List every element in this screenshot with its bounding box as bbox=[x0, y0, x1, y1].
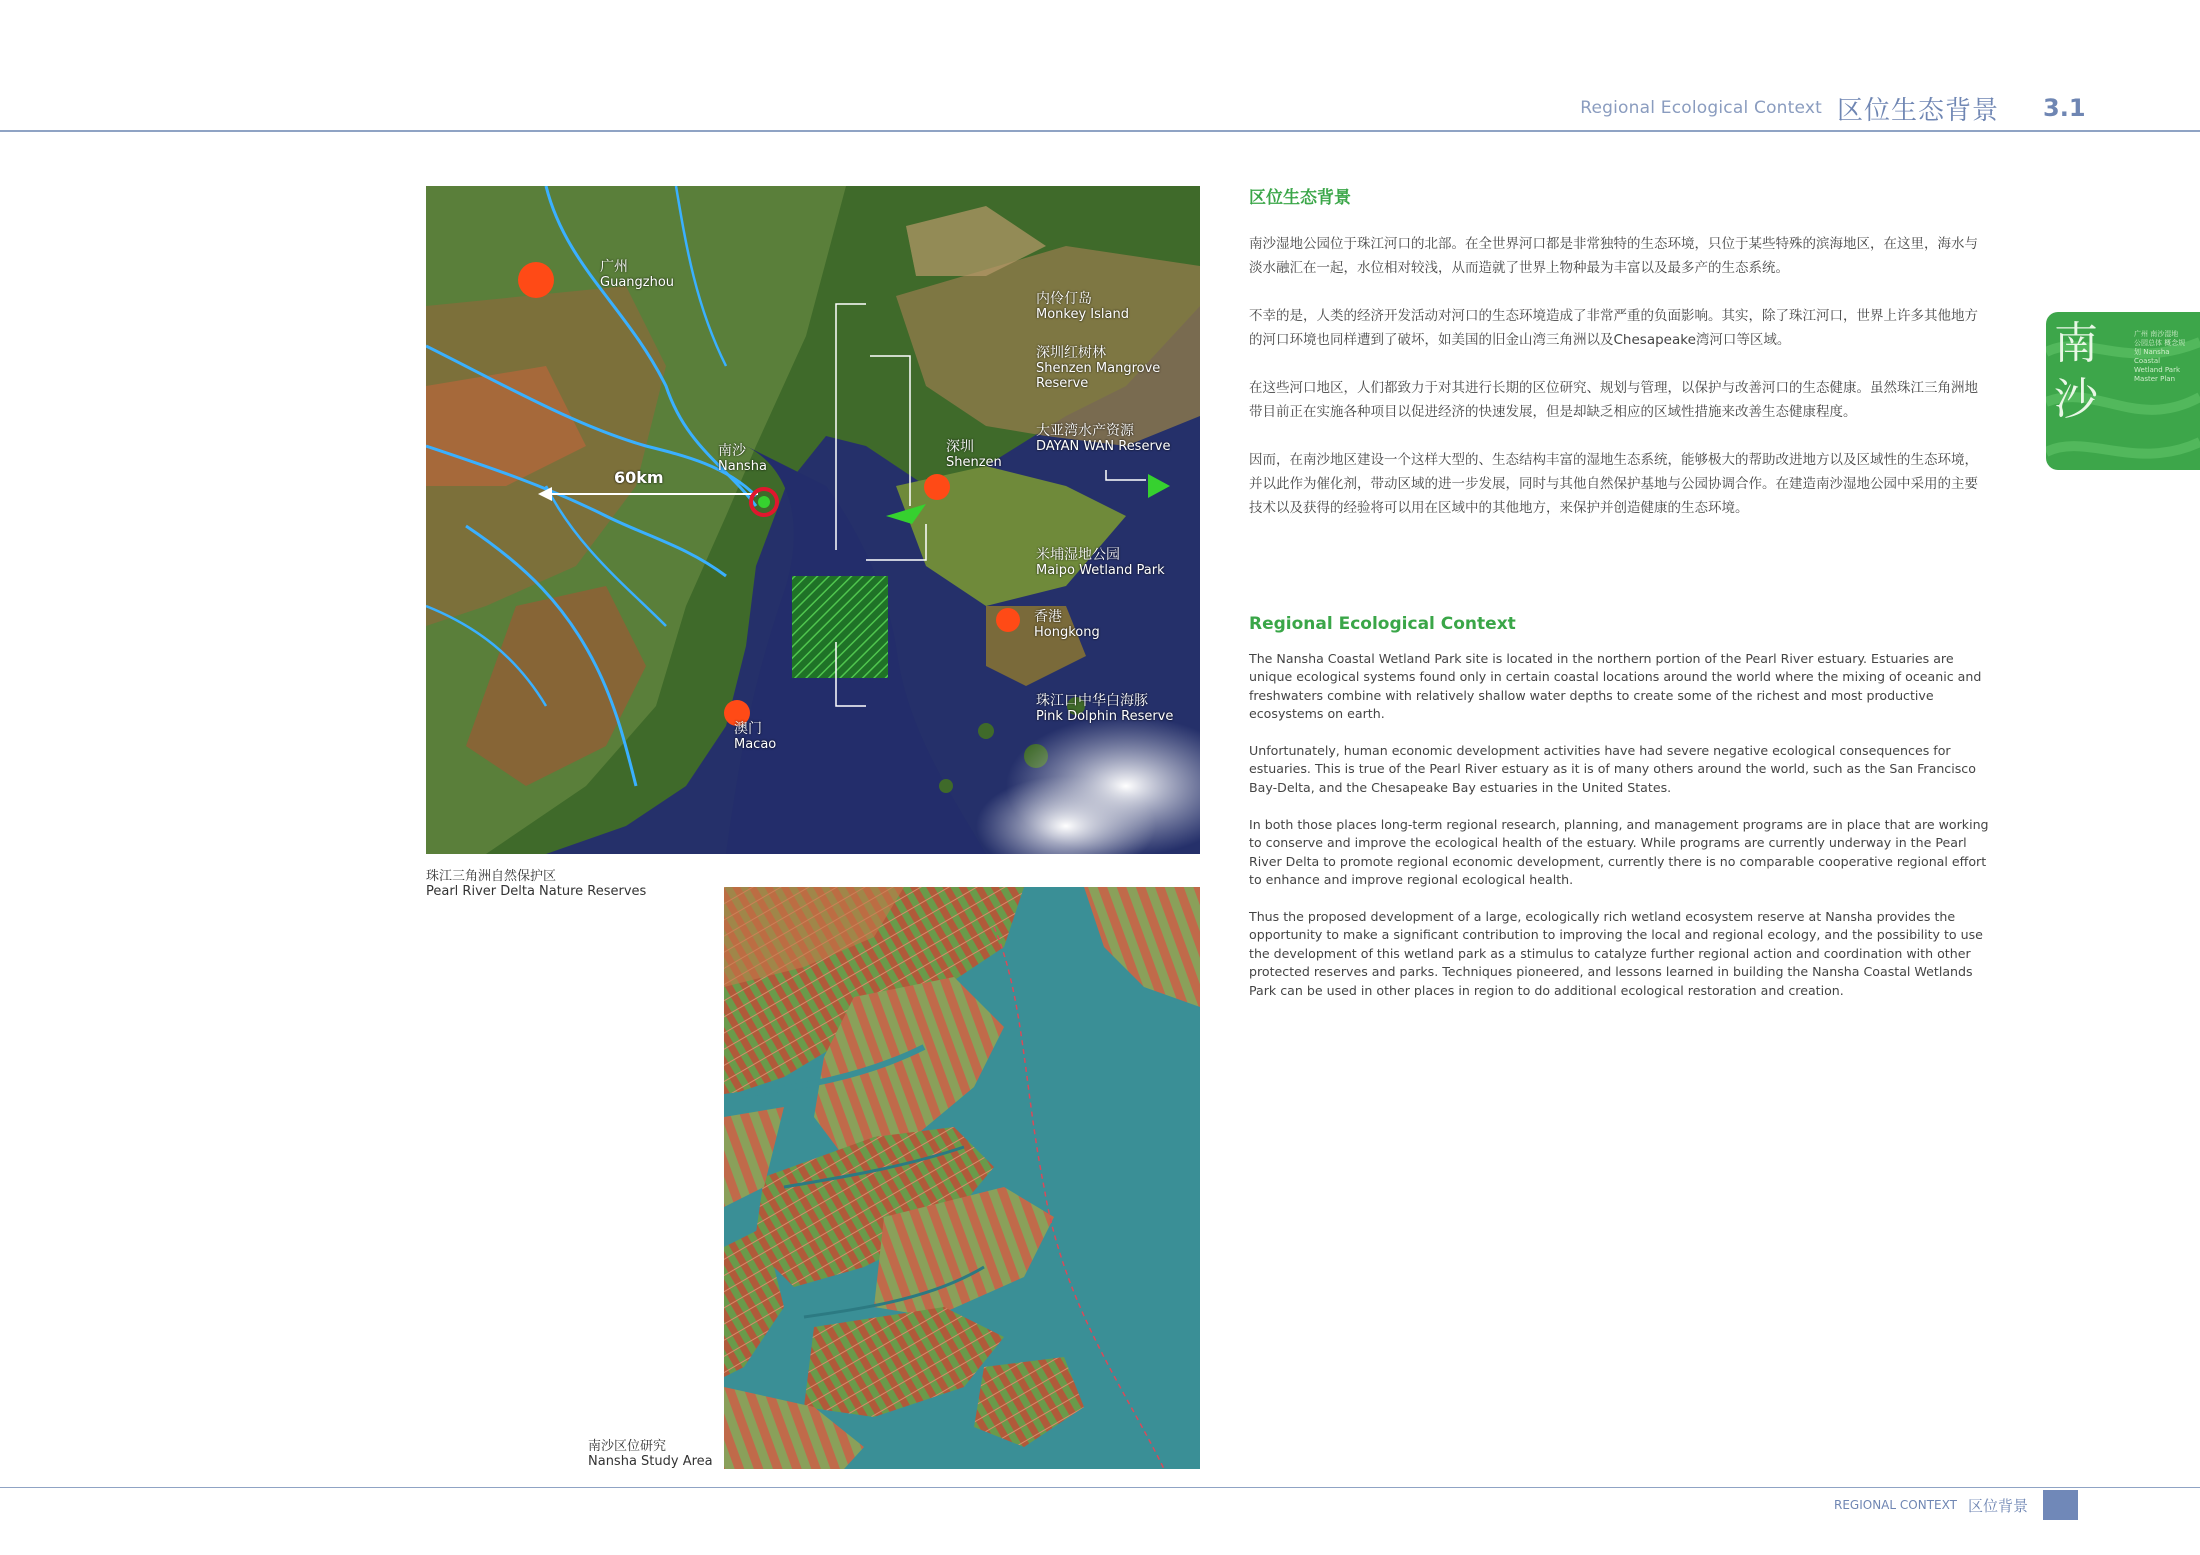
label-pink-dolphin: 珠江口中华白海豚 Pink Dolphin Reserve bbox=[1036, 693, 1174, 724]
map2-caption: 南沙区位研究 Nansha Study Area bbox=[588, 1439, 713, 1469]
side-section-tab[interactable] bbox=[2046, 312, 2200, 470]
footer-label-en: REGIONAL CONTEXT bbox=[1834, 1498, 1957, 1512]
paragraph-cn-3: 在这些河口地区，人们都致力于对其进行长期的区位研究、规划与管理，以保护与改善河口的生态健康。虽然珠江三角洲地带目前正在实施各种项目以促进经济的快速发展，但是却缺乏相应的区域性措施来改善生态健康程度。 bbox=[1249, 380, 1978, 420]
paragraph-en-4: Thus the proposed development of a large, ecologically rich wetland ecosystem reserve at Nansha provides the opportunity to make a significant contribution to improving the local and regional ecology, and the possibility to use the development of this wetland park as a stimulus to catalyze further regional action and coordination with other protected reserves and parks. Techniques pioneered, and lessons learned in building the Nansha Coastal Wetlands Park can be used in other places in region to do additional ecological restoration and creation. bbox=[1249, 909, 1983, 998]
paragraph-cn-2: 不幸的是，人类的经济开发活动对河口的生态环境造成了非常严重的负面影响。其实，除了珠江河口，世界上许多其他地方的河口环境也同样遭到了破坏，如美国的旧金山湾三角洲以及Chesapeake湾河口等区域。 bbox=[1249, 308, 1978, 348]
label-guangzhou: 广州 Guangzhou bbox=[600, 259, 675, 290]
study-area-satellite bbox=[724, 887, 1200, 1469]
nansha-study-area-map bbox=[724, 887, 1200, 1469]
label-macao: 澳门 Macao bbox=[734, 721, 777, 752]
section-title-en: Regional Ecological Context bbox=[1249, 614, 1516, 634]
header-title-cn: 区位生态背景 bbox=[1837, 96, 2000, 126]
page-number: 3.1 bbox=[2043, 94, 2086, 122]
shenzhen-marker bbox=[924, 474, 950, 500]
label-monkey-island: 内伶仃岛 Monkey Island bbox=[1036, 291, 1129, 322]
map1-caption: 珠江三角洲自然保护区 Pearl River Delta Nature Reserves bbox=[426, 869, 647, 899]
side-tab-subtitle: 广州 南沙湿地 公园总体 概念规划 Nansha Coastal Wetland Park Master Plan bbox=[2134, 330, 2186, 383]
distance-label: 60km bbox=[614, 468, 664, 487]
side-tab-title: 南沙 bbox=[2054, 318, 2098, 425]
label-maipo: 米埔湿地公园 Maipo Wetland Park bbox=[1036, 547, 1165, 578]
hongkong-marker bbox=[996, 608, 1020, 632]
label-shenzhen: 深圳 Shenzen bbox=[946, 439, 1002, 470]
paragraph-cn-1: 南沙湿地公园位于珠江河口的北部。在全世界河口都是非常独特的生态环境，只位于某些特殊的滨海地区，在这里，海水与淡水融汇在一起，水位相对较浅，从而造就了世界上物种最为丰富以及最多产的生态系统。 bbox=[1249, 236, 1978, 276]
label-nansha: 南沙 Nansha bbox=[718, 443, 767, 474]
guangzhou-marker bbox=[518, 262, 554, 298]
paragraph-en-1: The Nansha Coastal Wetland Park site is located in the northern portion of the Pearl River estuary. Estuaries are unique ecological systems found only in certain coastal locations around the world where the mixing of oceanic and freshwaters combine with relatively shallow water depths to create some of the richest and most productive ecosystems on earth. bbox=[1249, 651, 1982, 722]
pearl-river-delta-map bbox=[426, 186, 1200, 854]
footer-divider bbox=[0, 1487, 2200, 1488]
header-title-en: Regional Ecological Context bbox=[1580, 98, 1822, 118]
paragraph-en-3: In both those places long-term regional research, planning, and management programs are in place that are working to conserve and improve the ecological health of the estuary. While programs are currently underway in the Pearl River Delta to promote regional economic development, currently there is no comparable cooperative regional effort to enhance and improve regional ecological health. bbox=[1249, 817, 1989, 888]
footer-label-cn: 区位背景 bbox=[1968, 1497, 2029, 1515]
label-dayan-wan: 大亚湾水产资源 DAYAN WAN Reserve bbox=[1036, 423, 1171, 454]
footer-page-marker bbox=[2043, 1490, 2078, 1520]
label-hongkong: 香港 Hongkong bbox=[1034, 609, 1100, 640]
paragraph-cn-4: 因而，在南沙地区建设一个这样大型的、生态结构丰富的湿地生态系统，能够极大的帮助改进地方以及区域性的生态环境，并以此作为催化剂，带动区域的进一步发展，同时与其他自然保护基地与公园协调合作。在建造南沙湿地公园中采用的主要技术以及获得的经验将可以用在区域中的其他地方，来保护并创造健康的生态环境。 bbox=[1249, 452, 1978, 516]
paragraph-en-2: Unfortunately, human economic development activities have had severe negative ecological consequences for estuaries. This is true of the Pearl River estuary as it is of many others around the world, such as the San Francisco Bay-Delta, and the Chesapeake Bay estuaries in the United States. bbox=[1249, 743, 1976, 795]
label-mangrove-reserve: 深圳红树林 Shenzen Mangrove Reserve bbox=[1036, 345, 1161, 391]
section-title-cn: 区位生态背景 bbox=[1249, 188, 1351, 208]
header-divider bbox=[0, 130, 2200, 132]
